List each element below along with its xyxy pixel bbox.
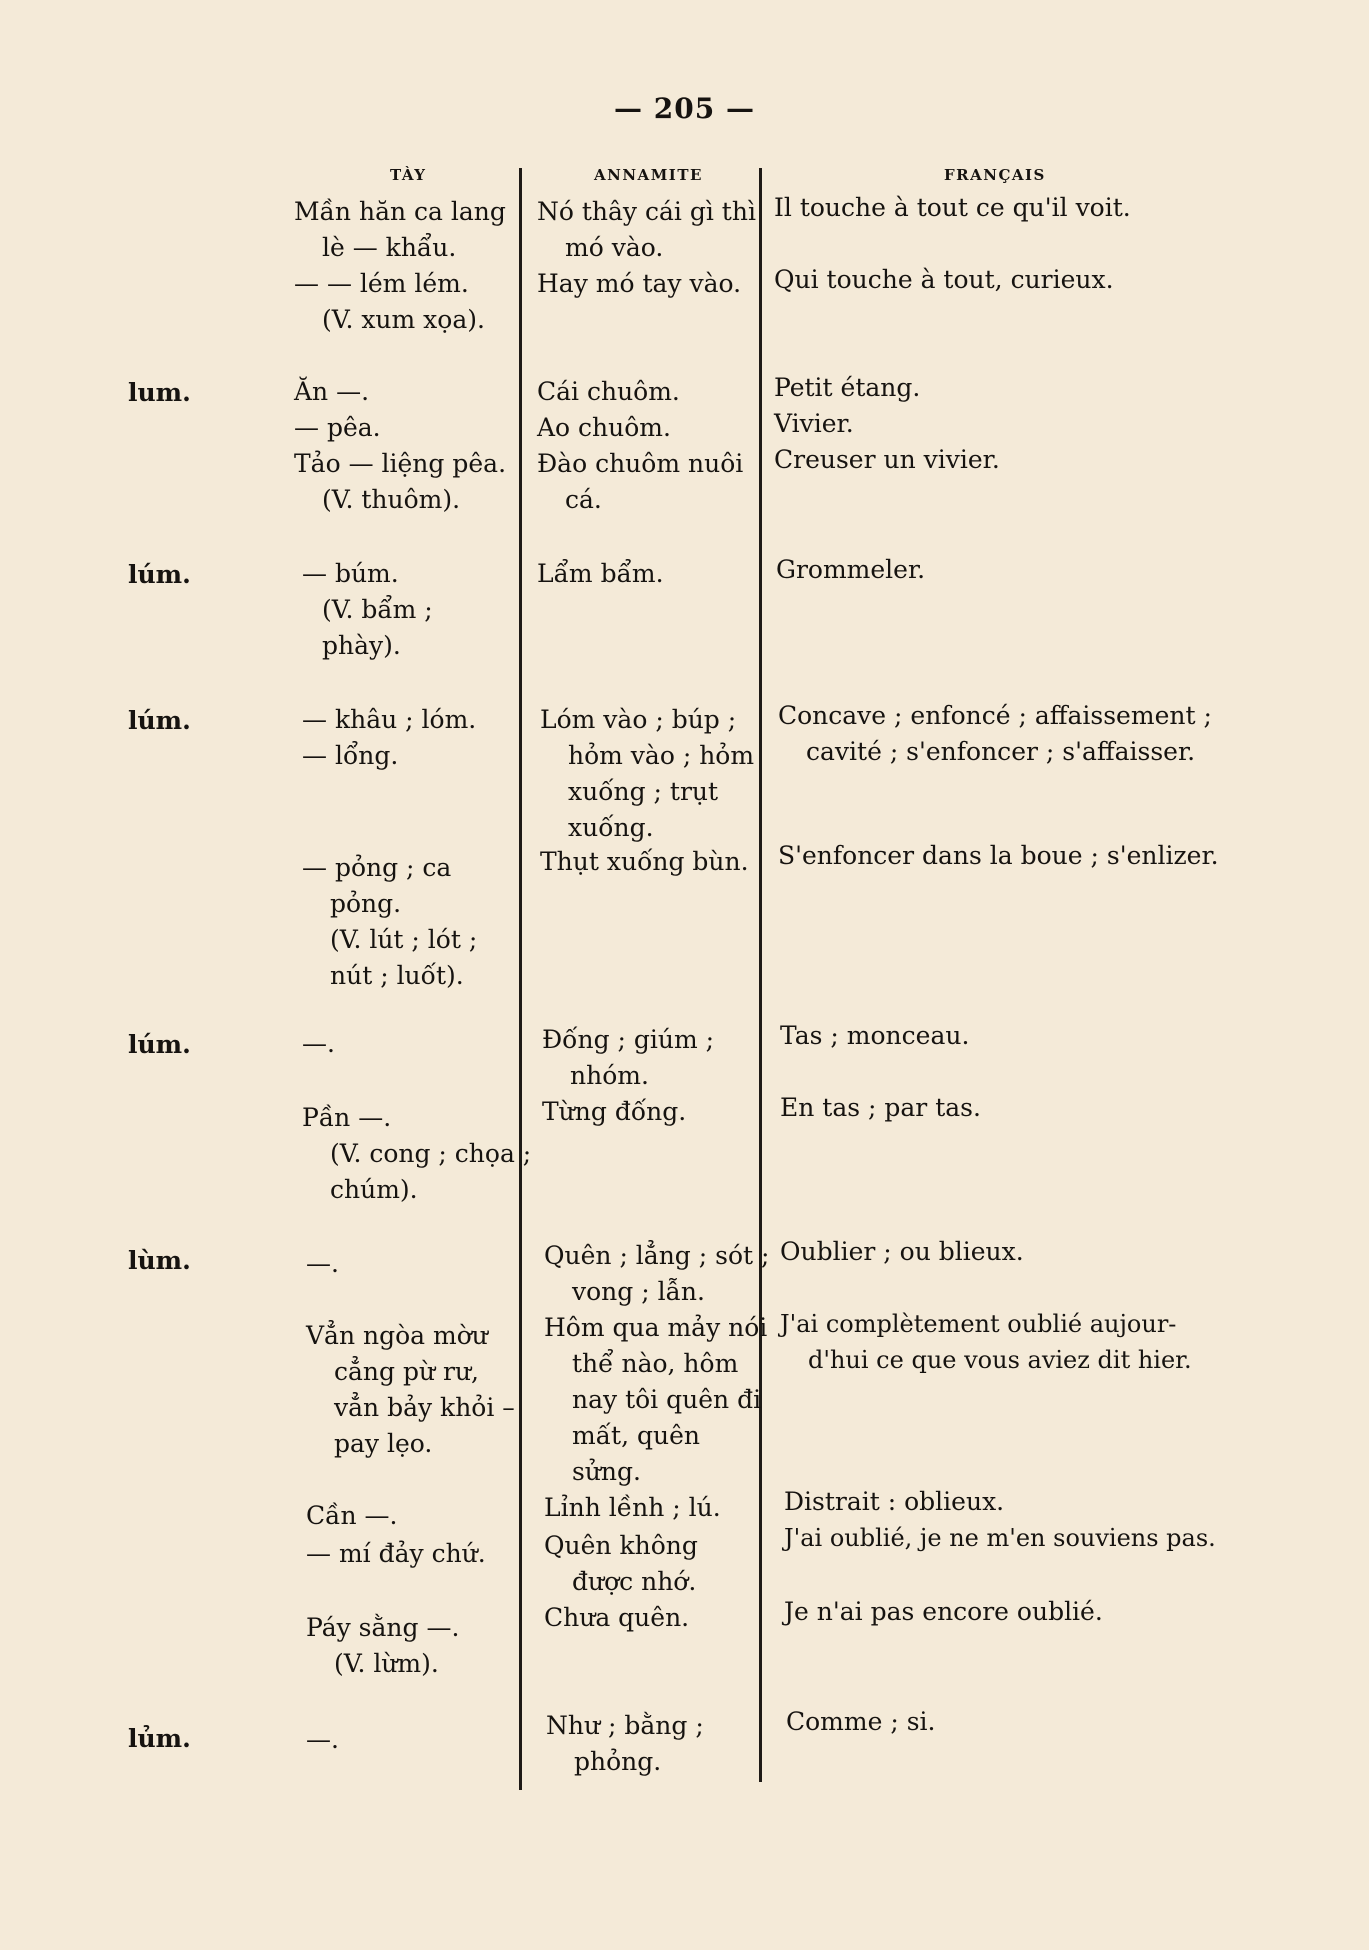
french-line: Tas ; monceau.: [780, 1021, 970, 1050]
tay-line: Ăn —.: [294, 377, 370, 406]
column-divider-left: [519, 168, 522, 1790]
headword: lum.: [128, 378, 191, 407]
annamite-line: Lóm vào ; búp ;: [540, 705, 737, 734]
headword: lủm.: [128, 1724, 191, 1753]
tay-line: (V. lừm).: [334, 1649, 439, 1678]
annamite-line: thể nào, hôm: [572, 1349, 739, 1378]
tay-line: cẳng pừ rư,: [334, 1357, 480, 1386]
tay-line: (V. cong ; chọa ;: [330, 1139, 532, 1168]
tay-line: — lổng.: [302, 741, 399, 770]
annamite-line: Quên ; lẳng ; sót ;: [544, 1241, 770, 1270]
annamite-line: nhóm.: [570, 1061, 649, 1090]
headword: lùm.: [128, 1246, 191, 1275]
tay-line: — — lém lém.: [294, 269, 469, 298]
tay-line: (V. lút ; lót ;: [330, 925, 478, 954]
tay-line: (V. bẩm ;: [322, 595, 433, 624]
tay-line: (V. thuôm).: [322, 485, 461, 514]
tay-line: phày).: [322, 631, 401, 660]
annamite-line: Như ; bằng ;: [546, 1711, 704, 1740]
annamite-line: phỏng.: [574, 1747, 662, 1776]
french-line: cavité ; s'enfoncer ; s'affaisser.: [806, 737, 1196, 766]
french-line: En tas ; par tas.: [780, 1093, 981, 1122]
french-line: S'enfoncer dans la boue ; s'enlizer.: [778, 841, 1219, 870]
tay-line: Pần —.: [302, 1103, 392, 1132]
annamite-line: được nhớ.: [572, 1567, 697, 1596]
tay-line: (V. xum xọa).: [322, 305, 485, 334]
french-line: Concave ; enfoncé ; affaissement ;: [778, 701, 1212, 730]
annamite-line: vong ; lẫn.: [572, 1277, 705, 1306]
tay-line: Vẳn ngòa mờư: [306, 1321, 488, 1350]
french-line: Je n'ai pas encore oublié.: [784, 1597, 1103, 1626]
page-number: — 205 —: [614, 92, 755, 125]
tay-line: — pỏng ; ca: [302, 853, 452, 882]
annamite-line: nay tôi quên đi: [572, 1385, 762, 1414]
column-header-francais: FRANÇAIS: [944, 166, 1046, 184]
headword: lúm.: [128, 560, 191, 589]
annamite-line: Hay mó tay vào.: [537, 269, 742, 298]
french-line: Grommeler.: [776, 555, 926, 584]
french-line: J'ai oublié, je ne m'en souviens pas.: [784, 1524, 1216, 1552]
tay-line: —.: [306, 1249, 339, 1278]
annamite-line: xuống.: [568, 813, 654, 842]
column-header-tay: TÀY: [390, 166, 427, 184]
tay-line: vẳn bảy khỏi –: [334, 1393, 515, 1422]
annamite-line: Thụt xuống bùn.: [540, 847, 749, 876]
tay-line: nút ; luốt).: [330, 961, 464, 990]
french-line: Oublier ; ou blieux.: [780, 1237, 1024, 1266]
column-divider-right: [759, 168, 762, 1782]
tay-line: pay lẹo.: [334, 1429, 433, 1458]
annamite-line: mó vào.: [565, 233, 664, 262]
annamite-line: Hôm qua mảy nói: [544, 1313, 768, 1342]
annamite-line: Đống ; giúm ;: [542, 1025, 715, 1054]
french-line: Creuser un vivier.: [774, 445, 1000, 474]
french-line: d'hui ce que vous aviez dit hier.: [808, 1346, 1192, 1374]
french-line: Comme ; si.: [786, 1707, 936, 1736]
french-line: J'ai complètement oublié aujour-: [780, 1310, 1177, 1338]
annamite-line: Đào chuôm nuôi: [537, 449, 744, 478]
tay-line: — búm.: [302, 559, 399, 588]
tay-line: chúm).: [330, 1175, 418, 1204]
headword: lúm.: [128, 706, 191, 735]
annamite-line: sửng.: [572, 1457, 641, 1486]
annamite-line: cá.: [565, 485, 602, 514]
tay-line: Cần —.: [306, 1501, 398, 1530]
annamite-line: Lẩm bẩm.: [537, 559, 664, 588]
annamite-line: Cái chuôm.: [537, 377, 680, 406]
french-line: Petit étang.: [774, 373, 921, 402]
headword: lúm.: [128, 1030, 191, 1059]
annamite-line: mất, quên: [572, 1421, 700, 1450]
tay-line: —.: [306, 1725, 339, 1754]
annamite-line: Quên không: [544, 1531, 698, 1560]
tay-line: pỏng.: [330, 889, 402, 918]
annamite-line: Chưa quên.: [544, 1603, 690, 1632]
french-line: Distrait : oblieux.: [784, 1487, 1005, 1516]
annamite-line: xuống ; trụt: [568, 777, 719, 806]
tay-line: lè — khẩu.: [322, 233, 457, 262]
annamite-line: Từng đống.: [542, 1097, 687, 1126]
tay-line: Mần hăn ca lang: [294, 197, 506, 226]
tay-line: —.: [302, 1029, 335, 1058]
column-header-annamite: ANNAMITE: [594, 166, 703, 184]
annamite-line: Lỉnh lềnh ; lú.: [544, 1493, 721, 1522]
french-line: Il touche à tout ce qu'il voit.: [774, 193, 1131, 222]
annamite-line: Ao chuôm.: [537, 413, 671, 442]
tay-line: — mí đảy chứ.: [306, 1539, 486, 1568]
tay-line: — khâu ; lóm.: [302, 705, 477, 734]
french-line: Vivier.: [774, 409, 854, 438]
annamite-line: hỏm vào ; hỏm: [568, 741, 755, 770]
annamite-line: Nó thây cái gì thì: [537, 197, 756, 226]
tay-line: Páy sằng —.: [306, 1613, 460, 1642]
tay-line: Tảo — liệng pêa.: [294, 449, 507, 478]
french-line: Qui touche à tout, curieux.: [774, 265, 1114, 294]
tay-line: — pêa.: [294, 413, 381, 442]
